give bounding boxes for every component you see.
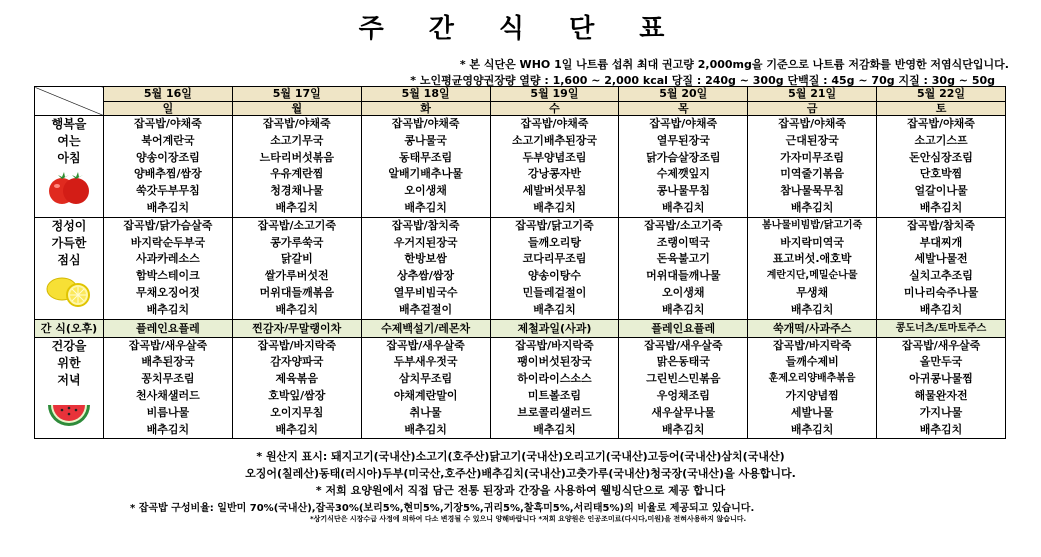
breakfast-row xyxy=(35,116,1006,218)
dish: 닭갈비 xyxy=(280,252,313,266)
dish: 얼갈이나물 xyxy=(914,184,968,198)
dish: 배추김치 xyxy=(404,200,447,214)
day-cell: 토 xyxy=(877,102,1006,116)
dish: 쑥갓두부무침 xyxy=(136,184,200,198)
dish: 배추된장국 xyxy=(141,355,195,369)
dish: 우거지된장국 xyxy=(393,235,458,249)
dish: 동태무조림 xyxy=(399,150,453,164)
date-cell: 5월 18일 xyxy=(361,87,490,102)
dish: 배추김치 xyxy=(919,200,963,214)
dish: 잡곡밥/바지락죽 xyxy=(772,338,852,352)
dish: 잡곡밥/참치죽 xyxy=(391,218,460,232)
lunch-label xyxy=(35,217,104,319)
dish: 참나물묵무침 xyxy=(780,184,845,198)
dish: 잡곡밥/야채죽 xyxy=(520,117,589,130)
dish: 잡곡밥/참치죽 xyxy=(907,218,975,232)
dish: 무채오징어젓 xyxy=(136,285,200,299)
dish: 그린빈스민볶음 xyxy=(646,372,721,386)
dish: 배추김치 xyxy=(533,302,576,316)
dish: 오이지무침 xyxy=(270,405,324,419)
page-title: 주 간 식 단 표 xyxy=(358,14,683,44)
date-row xyxy=(35,87,1006,102)
dinner-cell xyxy=(748,337,877,439)
dish: 배추김치 xyxy=(790,200,834,214)
dish: 잡곡밥/야채죽 xyxy=(649,117,718,130)
dish: 수제깻잎지 xyxy=(656,167,710,181)
dish: 새우살무나물 xyxy=(651,405,716,419)
lunch-row xyxy=(35,217,1006,319)
dish: 표고버섯.애호박 xyxy=(772,252,852,266)
dinner-cell xyxy=(361,337,490,439)
lunch-cell xyxy=(748,217,877,319)
lemon-icon xyxy=(44,273,94,309)
dinner-cell xyxy=(490,337,619,439)
lunch-cell xyxy=(104,217,233,319)
dish: 배추김치 xyxy=(919,302,963,316)
origin-note: * 원산지 표시: 돼지고기(국내산)소고기(호주산)닭고기(국내산)오리고기(국내산)고등어(국내산)삼치(국내산) xyxy=(256,450,785,463)
breakfast-cell xyxy=(877,116,1006,218)
dish: 잡곡밥/야채죽 xyxy=(134,117,202,130)
breakfast-cell xyxy=(619,116,748,218)
dinner-cell xyxy=(619,337,748,439)
dish: 훈제오리양배추볶음 xyxy=(768,373,856,385)
meal-label-line: 가득한 xyxy=(51,235,87,250)
dish: 가지양념찜 xyxy=(785,388,839,402)
dish: 잡곡밥/닭고기죽 xyxy=(515,218,594,232)
breakfast-cell xyxy=(361,116,490,218)
dish: 열무비빔국수 xyxy=(393,285,458,299)
date-cell: 5월 16일 xyxy=(104,87,233,102)
dish: 콩나물무침 xyxy=(656,184,710,198)
snack-cell: 쑥개떡/사과주스 xyxy=(748,319,877,337)
dish: 바지락미역국 xyxy=(780,235,845,249)
dish: 양송이장조림 xyxy=(136,150,200,164)
disclaimer-note: *상기식단은 시장수급 사정에 의하여 다소 변경될 수 있으니 양해바랍니다 *저희 요양원은 인공조미료(다시다,미원)을 전혀사용하지 않습니다. xyxy=(310,515,747,523)
dish: 잡곡밥/닭가슴살죽 xyxy=(123,218,213,232)
date-cell: 5월 17일 xyxy=(232,87,361,102)
dish: 사과카레소스 xyxy=(136,252,200,266)
dish: 배추겉절이 xyxy=(399,302,453,316)
sauce-note: * 저희 요양원에서 직접 담근 전통 된장과 간장을 사용하여 웰빙식단으로 제공 합니다 xyxy=(315,484,726,497)
date-cell: 5월 19일 xyxy=(490,87,619,102)
dinner-label xyxy=(35,337,104,439)
grain-ratio-note: * 잡곡밥 구성비율: 일반미 70%(국내산),잡곡30%(보리5%,현미5%,기장5%,귀리5%,찰흑미5%,서리태5%)의 비율로 제공되고 있습니다. xyxy=(130,503,755,514)
dish: 배추김치 xyxy=(275,302,319,316)
dish: 천사채샐러드 xyxy=(136,388,200,402)
dish: 잡곡밥/소고기죽 xyxy=(257,218,336,232)
dish: 배추김치 xyxy=(533,422,576,436)
dish: 야채계란말이 xyxy=(393,388,458,402)
dish: 잡곡밥/야채죽 xyxy=(778,117,847,130)
dinner-row xyxy=(35,337,1006,439)
date-cell: 5월 20일 xyxy=(619,87,748,102)
dish: 오이생채 xyxy=(404,184,447,198)
day-row xyxy=(35,102,1006,116)
meal-label-line: 행복을 xyxy=(51,117,87,131)
dish: 함박스테이크 xyxy=(136,269,200,283)
day-cell: 화 xyxy=(361,102,490,116)
dish: 미트볼조림 xyxy=(527,388,582,402)
lunch-cell xyxy=(877,217,1006,319)
dish: 북어계란국 xyxy=(141,133,195,147)
dish: 조랭이떡국 xyxy=(656,235,710,249)
dish: 배추김치 xyxy=(662,200,705,214)
dish: 소고기무국 xyxy=(270,133,324,147)
dish: 소고기배추된장국 xyxy=(511,133,597,147)
dish: 제육볶음 xyxy=(275,372,319,386)
dish: 우엉채조림 xyxy=(656,388,710,402)
dish: 양배추찜/쌈장 xyxy=(134,167,202,181)
dish: 배추김치 xyxy=(404,422,447,436)
lunch-cell xyxy=(361,217,490,319)
day-cell: 목 xyxy=(619,102,748,116)
dish: 머위대들깨나물 xyxy=(646,269,721,283)
corner-cell xyxy=(35,87,104,116)
dish: 무생채 xyxy=(796,285,829,299)
weekly-menu-table xyxy=(34,86,1006,439)
snack-cell: 수제백설기/레몬차 xyxy=(361,319,490,337)
dish: 단호박찜 xyxy=(919,167,963,181)
dish: 꽁치무조림 xyxy=(141,372,195,386)
dish: 미나리숙주나물 xyxy=(903,285,979,299)
dish: 코다리무조림 xyxy=(522,252,587,266)
dish: 배추김치 xyxy=(533,200,576,214)
dish: 알배기배추나물 xyxy=(388,167,463,181)
nutrition-note: * 노인평균영양권장량 열량 : 1,600 ~ 2,000 kcal 당질 : 240g ~ 300g 단백질 : 45g ~ 70g 지질 : 30g ~ 50g xyxy=(410,74,995,87)
date-cell: 5월 22일 xyxy=(877,87,1006,102)
dish: 비름나물 xyxy=(146,405,190,419)
dish: 들깨수제비 xyxy=(785,355,839,369)
dish: 세발나물 xyxy=(790,405,834,419)
dish: 배추김치 xyxy=(146,422,190,436)
dish: 청경채나물 xyxy=(270,184,324,198)
lunch-cell xyxy=(619,217,748,319)
dish: 배추김치 xyxy=(275,200,319,214)
dish: 닭가슴살장조림 xyxy=(646,150,721,164)
dish: 미역줄기볶음 xyxy=(780,167,845,181)
lunch-cell xyxy=(232,217,361,319)
dish: 들깨오리탕 xyxy=(527,235,582,249)
dish: 봄나물비빔밥/닭고기죽 xyxy=(762,219,863,231)
dish: 배추김치 xyxy=(146,302,190,316)
snack-cell: 플레인요플레 xyxy=(104,319,233,337)
day-cell: 수 xyxy=(490,102,619,116)
tomato-icon xyxy=(46,171,92,207)
dish: 배추김치 xyxy=(790,422,834,436)
watermelon-icon xyxy=(44,393,94,427)
dish: 호박잎/쌈장 xyxy=(268,388,326,402)
dish: 잡곡밥/야채죽 xyxy=(391,117,460,130)
dish: 맑은동태국 xyxy=(656,355,710,369)
dish: 소고기스프 xyxy=(914,133,968,147)
dish: 아귀콩나물찜 xyxy=(909,372,973,386)
snack-cell: 찐감자/무말랭이차 xyxy=(232,319,361,337)
breakfast-cell xyxy=(490,116,619,218)
snack-row xyxy=(35,319,1006,337)
dish: 오이생채 xyxy=(662,285,705,299)
dish: 잡곡밥/새우살죽 xyxy=(644,338,723,352)
dish: 머위대들깨볶음 xyxy=(259,285,334,299)
lunch-cell xyxy=(490,217,619,319)
dish: 세발버섯무침 xyxy=(522,184,587,198)
dish: 가자미무조림 xyxy=(780,150,845,164)
dish: 콩나물국 xyxy=(404,133,447,147)
dish: 잡곡밥/소고기죽 xyxy=(644,218,723,232)
dish: 배추김치 xyxy=(919,422,963,436)
dish: 하이라이스소스 xyxy=(517,372,592,386)
dish: 돈육불고기 xyxy=(656,252,710,266)
dish: 올만두국 xyxy=(919,355,963,369)
dish: 민들레겉절이 xyxy=(522,285,587,299)
snack-cell: 플레인요플레 xyxy=(619,319,748,337)
dinner-cell xyxy=(877,337,1006,439)
dish: 배추김치 xyxy=(790,302,834,316)
dish: 잡곡밥/야채죽 xyxy=(907,117,975,130)
dinner-cell xyxy=(232,337,361,439)
dish: 브로콜리샐러드 xyxy=(517,405,592,419)
snack-label: 간 식(오후) xyxy=(35,319,104,337)
dish: 삼치무조림 xyxy=(399,372,453,386)
meal-label-line: 정성이 xyxy=(51,218,87,233)
meal-label-line: 점심 xyxy=(57,252,81,267)
snack-cell: 콩도너츠/토마토주스 xyxy=(877,319,1006,337)
snack-cell: 제철과일(사과) xyxy=(490,319,619,337)
origin-note-continued: 오징어(칠레산)동태(러시아)두부(미국산,호주산)배추김치(국내산)고춧가루(국내산)청국장(국내산)을 사용합니다. xyxy=(245,467,796,480)
dish: 돈안심장조림 xyxy=(909,150,973,164)
dish: 두부새우젓국 xyxy=(393,355,458,369)
meal-label-line: 저녁 xyxy=(57,372,81,387)
dish: 세발나물전 xyxy=(914,252,968,266)
dish: 배추김치 xyxy=(662,302,705,316)
dish: 열무된장국 xyxy=(656,133,710,147)
dish: 실치고추조림 xyxy=(909,269,973,283)
dish: 잡곡밥/새우살죽 xyxy=(901,338,981,352)
dish: 잡곡밥/바지락죽 xyxy=(257,338,336,352)
dish: 배추김치 xyxy=(146,200,190,214)
dish: 잡곡밥/야채죽 xyxy=(262,117,331,130)
dish: 감자양파국 xyxy=(270,355,324,369)
day-cell: 금 xyxy=(748,102,877,116)
day-cell: 일 xyxy=(104,102,233,116)
dish: 강낭콩자반 xyxy=(527,167,582,181)
dish: 해물완자전 xyxy=(914,388,968,402)
meal-label-line: 건강을 xyxy=(51,338,87,353)
dish: 두부양념조림 xyxy=(522,150,587,164)
meal-label-line: 아침 xyxy=(57,151,81,165)
breakfast-cell xyxy=(748,116,877,218)
sodium-note: * 본 식단은 WHO 1일 나트륨 섭취 최대 권고량 2,000mg을 기준으로 나트륨 저감화를 반영한 저염식단입니다. xyxy=(459,58,1009,71)
date-cell: 5월 21일 xyxy=(748,87,877,102)
dish: 계란지단,메밀순나물 xyxy=(766,270,858,282)
dish: 배추김치 xyxy=(275,422,319,436)
dish: 부대찌개 xyxy=(919,235,963,249)
dish: 우유계란찜 xyxy=(270,167,324,181)
dish: 팽이버섯된장국 xyxy=(517,355,592,369)
dish: 근대된장국 xyxy=(785,133,839,147)
meal-label-line: 여는 xyxy=(57,134,81,148)
dish: 느타리버섯볶음 xyxy=(259,150,334,164)
dish: 잡곡밥/바지락죽 xyxy=(515,338,594,352)
dish: 잡곡밥/새우살죽 xyxy=(386,338,465,352)
day-cell: 월 xyxy=(232,102,361,116)
dish: 상추쌈/쌈장 xyxy=(397,269,455,283)
dish: 배추김치 xyxy=(662,422,705,436)
dish: 쌀가루버섯전 xyxy=(264,269,329,283)
dinner-cell xyxy=(104,337,233,439)
dish: 잡곡밥/새우살죽 xyxy=(128,338,208,352)
meal-label-line: 위한 xyxy=(57,355,81,370)
dish: 바지락순두부국 xyxy=(130,235,206,249)
breakfast-cell xyxy=(104,116,233,218)
dish: 콩가루쑥국 xyxy=(270,235,324,249)
breakfast-cell xyxy=(232,116,361,218)
dish: 가지나물 xyxy=(919,405,963,419)
breakfast-label xyxy=(35,116,104,218)
dish: 양송이탕수 xyxy=(527,269,582,283)
dish: 취나물 xyxy=(409,405,442,419)
dish: 한방보쌈 xyxy=(404,252,447,266)
